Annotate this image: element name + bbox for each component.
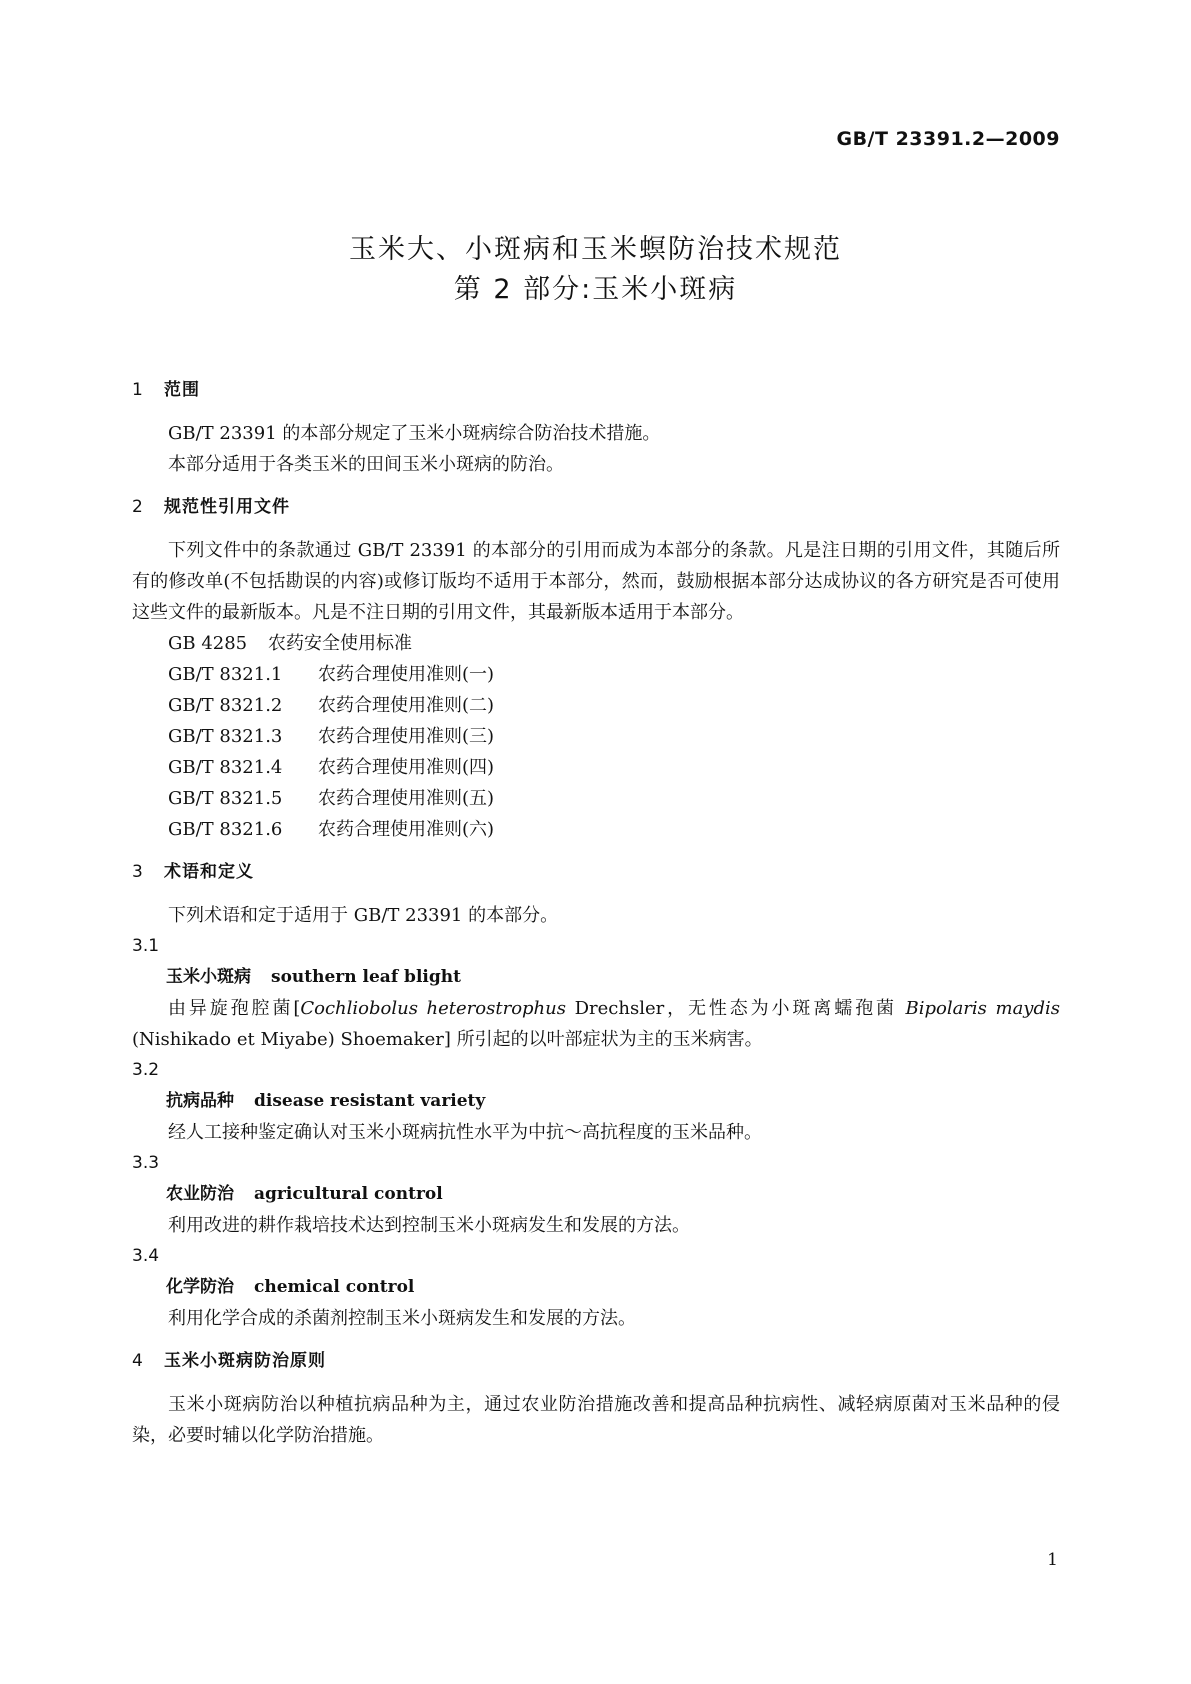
reference-code: GB/T 8321.2 [168,695,283,716]
reference-name: 农药合理使用准则(一) [318,664,495,685]
term-definition: 利用改进的耕作栽培技术达到控制玉米小斑病发生和发展的方法。 [168,1215,690,1236]
section-4-heading [132,1346,1060,1377]
reference-item [132,628,1060,659]
reference-code: GB/T 8321.3 [168,726,283,747]
term-definition: 利用化学合成的杀菌剂控制玉米小斑病发生和发展的方法。 [168,1308,636,1329]
reference-item [132,783,1060,814]
section-title: 范围 [164,380,200,400]
reference-code: GB/T 8321.5 [168,788,283,809]
term-zh: 玉米小斑病 [166,967,251,987]
paragraph: 下列文件中的条款通过 GB/T 23391 的本部分的引用而成为本部分的条款。凡是注日期的引用文件，其随后所有的修改单(不包括勘误的内容)或修订版均不适用于本部分，然而，鼓励根据本部分达成协议的各方研究是否可使用这些文件的最新版本。凡是不注日期的引用文件，其最新版本适用于本部分。 [132,540,1060,623]
reference-item [132,752,1060,783]
section-title: 规范性引用文件 [164,497,290,517]
species-name: Cochliobolus heterostrophus [300,998,566,1019]
document-body [132,375,1060,1451]
reference-name: 农药合理使用准则(四) [318,757,495,778]
term-number: 3.1 [132,936,160,956]
title-line-1: 玉米大、小斑病和玉米螟防治技术规范 [349,234,842,265]
term-en: agricultural control [254,1184,443,1204]
document-title [0,230,1191,310]
section-2-heading [132,492,1060,523]
paragraph: 本部分适用于各类玉米的田间玉米小斑病的防治。 [168,454,564,475]
reference-name: 农药合理使用准则(五) [318,788,495,809]
definition-text: Drechsler，无性态为小斑离蠕孢菌 [565,998,906,1019]
paragraph: 玉米小斑病防治以种植抗病品种为主，通过农业防治措施改善和提高品种抗病性、减轻病原菌对玉米品种的侵染，必要时辅以化学防治措施。 [132,1394,1060,1446]
reference-name: 农药合理使用准则(六) [318,819,495,840]
paragraph: GB/T 23391 的本部分规定了玉米小斑病综合防治技术措施。 [168,423,661,444]
reference-code: GB/T 8321.6 [168,819,283,840]
term-zh: 农业防治 [166,1184,234,1204]
term-en: chemical control [254,1277,415,1297]
species-name: Bipolaris maydis [905,998,1060,1019]
paragraph: 下列术语和定于适用于 GB/T 23391 的本部分。 [168,905,559,926]
page-number: 1 [1047,1550,1058,1570]
definition-text: 由异旋孢腔菌[ [168,998,301,1019]
section-title: 术语和定义 [164,862,254,882]
term-zh: 抗病品种 [166,1091,234,1111]
term-definition: 经人工接种鉴定确认对玉米小斑病抗性水平为中抗～高抗程度的玉米品种。 [168,1122,762,1143]
section-number: 4 [132,1351,144,1371]
reference-item [132,814,1060,845]
reference-code: GB 4285 [168,633,248,654]
section-1-heading [132,375,1060,406]
section-title: 玉米小斑病防治原则 [164,1351,326,1371]
term-zh: 化学防治 [166,1277,234,1297]
reference-name: 农药合理使用准则(三) [318,726,495,747]
term-en: disease resistant variety [254,1091,486,1111]
term-definition [132,993,1060,1055]
reference-item [132,690,1060,721]
reference-item [132,721,1060,752]
reference-name: 农药安全使用标准 [268,633,412,654]
reference-code: GB/T 8321.4 [168,757,283,778]
term-heading [132,1086,1060,1117]
term-number: 3.4 [132,1246,160,1266]
term-number: 3.2 [132,1060,160,1080]
reference-name: 农药合理使用准则(二) [318,695,495,716]
reference-code: GB/T 8321.1 [168,664,283,685]
term-heading [132,1272,1060,1303]
title-line-2: 第 2 部分:玉米小斑病 [453,274,738,305]
section-number: 2 [132,497,144,517]
reference-item [132,659,1060,690]
definition-text: (Nishikado et Miyabe) Shoemaker] 所引起的以叶部症状为主的玉米病害。 [132,1029,763,1050]
term-number: 3.3 [132,1153,160,1173]
term-en: southern leaf blight [271,967,461,987]
standard-code: GB/T 23391.2—2009 [836,128,1060,150]
section-number: 1 [132,380,144,400]
term-heading [132,1179,1060,1210]
section-3-heading [132,857,1060,888]
term-heading [132,962,1060,993]
section-number: 3 [132,862,144,882]
